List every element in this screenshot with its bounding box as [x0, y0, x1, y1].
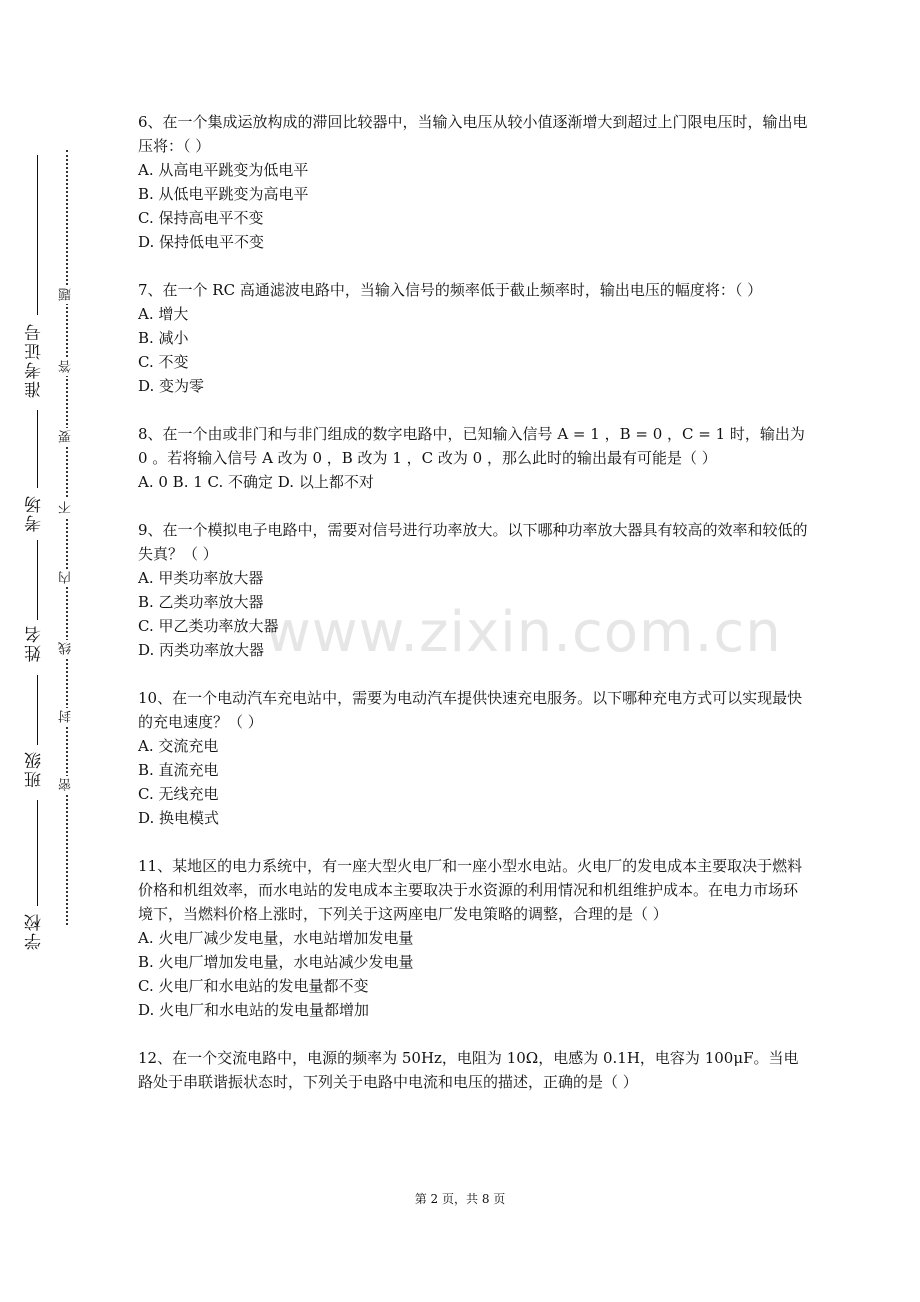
option-b: B. 直流充电: [138, 761, 219, 779]
question-stem: 11、某地区的电力系统中，有一座大型火电厂和一座小型水电站。火电厂的发电成本主要取决于燃料价格和机组效率，而水电站的发电成本主要取决于水资源的利用情况和机组维护成本。在电力市场环境下，当燃料价格上涨时，下列关于这两座电厂发电策略的调整，合理的是（ ）: [138, 857, 803, 923]
watermark: www.zixin.com.cn: [265, 600, 782, 665]
option-b: B. 乙类功率放大器: [138, 593, 264, 611]
option-b: B. 火电厂增加发电量，水电站减少发电量: [138, 953, 414, 971]
seal-char: 题: [58, 286, 76, 304]
seal-dotted-line: [66, 150, 68, 925]
option-d: D. 火电厂和水电站的发电量都增加: [138, 1001, 370, 1019]
question-stem: 7、在一个 RC 高通滤波电路中，当输入信号的频率低于截止频率时，输出电压的幅度将：（ ）: [138, 281, 763, 299]
question-6: [138, 110, 808, 254]
question-8: [138, 422, 808, 494]
question-stem: 6、在一个集成运放构成的滞回比较器中，当输入电压从较小值逐渐增大到超过上门限电压时，输出电压将：（ ）: [138, 113, 808, 155]
option-c: C. 保持高电平不变: [138, 209, 264, 227]
class-label: 班级: [25, 750, 45, 788]
page-number: 第 2 页，共 8 页: [414, 1192, 506, 1206]
option-b: B. 减小: [138, 329, 189, 347]
option-d: D. 变为零: [138, 377, 205, 395]
option-a: A. 火电厂减少发电量，水电站增加发电量: [138, 929, 414, 947]
seal-char: 封: [58, 708, 76, 726]
seal-char: 答: [58, 358, 76, 376]
option-c: C. 不变: [138, 353, 189, 371]
option-a: A. 从高电平跳变为低电平: [138, 161, 309, 179]
option-a: A. 交流充电: [138, 737, 219, 755]
question-7: [138, 278, 808, 398]
option-d: D. 丙类功率放大器: [138, 641, 265, 659]
seal-char: 要: [58, 428, 76, 446]
option-a: A. 甲类功率放大器: [138, 569, 264, 587]
options-inline: A. 0 B. 1 C. 不确定 D. 以上都不对: [138, 473, 374, 491]
question-stem: 8、在一个由或非门和与非门组成的数字电路中，已知输入信号 A = 1 ，B = 0 ，C = 1 时，输出为 0 。若将输入信号 A 改为 0 ，B 改为 1 ，C 改为 0 ，那么此时的输出最有可能是（ ）: [138, 425, 805, 467]
question-list: [138, 110, 808, 1118]
ticket-label: 准考证号: [25, 322, 45, 398]
name-label: 姓名: [25, 624, 45, 662]
room-label: 考场: [25, 494, 45, 532]
question-stem: 10、在一个电动汽车充电站中，需要为电动汽车提供快速充电服务。以下哪种充电方式可以实现最快的充电速度？（ ）: [138, 689, 803, 731]
name-underline: [37, 540, 38, 620]
question-12: [138, 1046, 808, 1094]
question-9: [138, 518, 808, 662]
school-underline: [37, 800, 38, 906]
question-stem: 12、在一个交流电路中，电源的频率为 50Hz，电阻为 10Ω，电感为 0.1H，电容为 100μF。当电路处于串联谐振状态时，下列关于电路中电流和电压的描述，正确的是（ ）: [138, 1049, 799, 1091]
seal-char: 密: [58, 776, 76, 794]
question-11: [138, 854, 808, 1022]
seal-char: 线: [58, 640, 76, 658]
school-label: 学校: [25, 912, 45, 950]
question-10: [138, 686, 808, 830]
question-stem: 9、在一个模拟电子电路中，需要对信号进行功率放大。以下哪种功率放大器具有较高的效率和较低的失真？（ ）: [138, 521, 808, 563]
option-c: C. 火电厂和水电站的发电量都不变: [138, 977, 369, 995]
seal-char: 不: [58, 499, 76, 517]
option-c: C. 甲乙类功率放大器: [138, 617, 279, 635]
option-d: D. 保持低电平不变: [138, 233, 265, 251]
option-a: A. 增大: [138, 305, 189, 323]
room-underline: [37, 410, 38, 488]
seal-char: 内: [58, 569, 76, 587]
ticket-underline: [37, 155, 38, 315]
option-b: B. 从低电平跳变为高电平: [138, 185, 309, 203]
class-underline: [37, 675, 38, 745]
option-d: D. 换电模式: [138, 809, 220, 827]
option-c: C. 无线充电: [138, 785, 219, 803]
